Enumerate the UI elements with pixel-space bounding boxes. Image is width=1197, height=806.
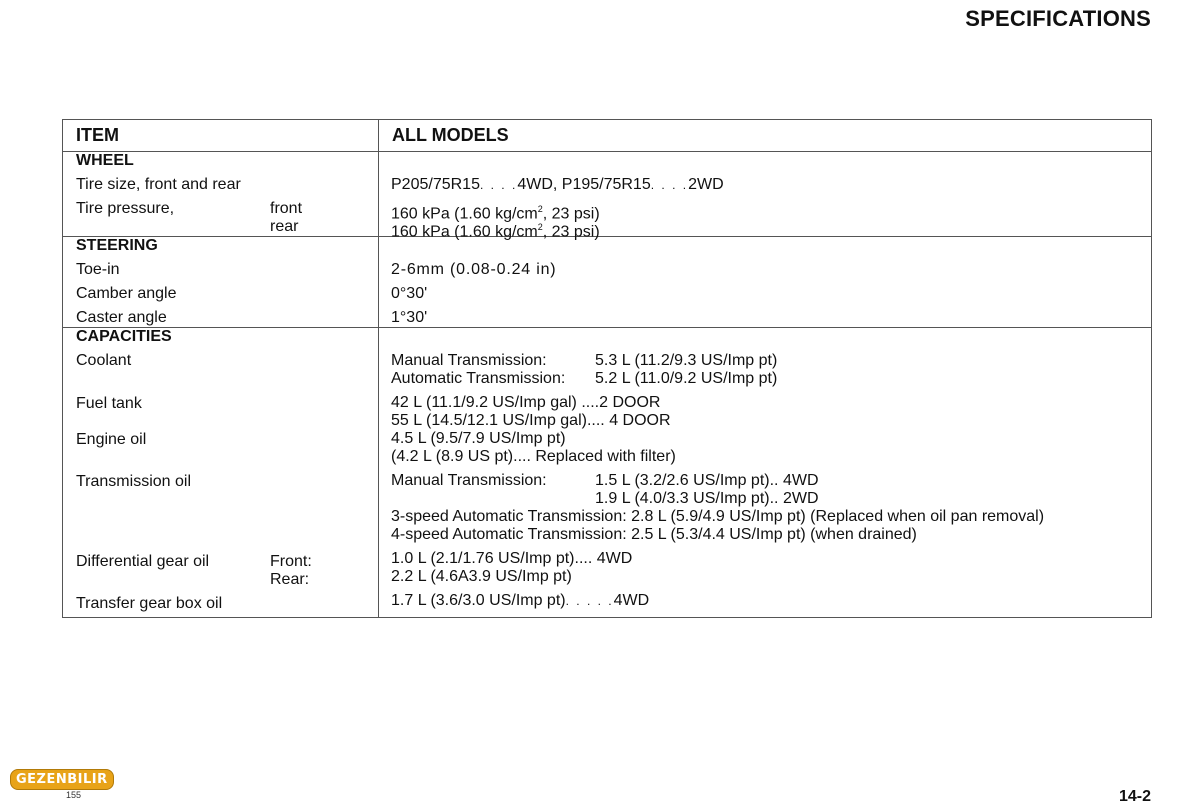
toe-in-value: 2-6mm (0.08-0.24 in) bbox=[391, 261, 557, 278]
coolant-auto bbox=[379, 370, 1151, 388]
steering-labels bbox=[63, 237, 379, 328]
tire-rear-value-pre: 160 kPa (1.60 kg/cm bbox=[391, 223, 538, 241]
tire-pressure-label: Tire pressure, bbox=[76, 200, 175, 217]
steering-values bbox=[379, 237, 1152, 328]
item-header: ITEM bbox=[63, 120, 379, 152]
trans-manual-2wd-row bbox=[379, 490, 1151, 508]
steering-section bbox=[63, 237, 1152, 328]
fuel-2door: 42 L (11.1/9.2 US/Imp gal) ....2 DOOR bbox=[391, 394, 661, 411]
toe-in-label: Toe-in bbox=[76, 261, 120, 278]
transfer-amount: 1.7 L (3.6/3.0 US/Imp pt) bbox=[391, 592, 566, 609]
engine-oil-2: (4.2 L (8.9 US pt).... Replaced with filter) bbox=[391, 448, 676, 465]
differential-row bbox=[63, 553, 378, 571]
coolant-auto-value: 5.2 L (11.0/9.2 US/Imp pt) bbox=[595, 370, 778, 387]
trans-manual-4wd: 1.5 L (3.2/2.6 US/Imp pt).. 4WD bbox=[595, 472, 819, 489]
tire-pressure-row bbox=[63, 200, 378, 218]
tire-size-label: Tire size, front and rear bbox=[76, 176, 241, 193]
engine-oil-label: Engine oil bbox=[76, 431, 147, 448]
coolant-manual-value: 5.3 L (11.2/9.3 US/Imp pt) bbox=[595, 352, 778, 369]
trans-4speed: 4-speed Automatic Transmission: 2.5 L (5.3/4.4 US/Imp pt) (when drained) bbox=[391, 526, 917, 543]
coolant-auto-label: Automatic Transmission: bbox=[391, 370, 566, 387]
caster-value: 1°30' bbox=[391, 309, 428, 326]
diff-front-value: 1.0 L (2.1/1.76 US/Imp pt).... 4WD bbox=[391, 550, 633, 567]
transfer-label: Transfer gear box oil bbox=[76, 595, 223, 612]
site-logo: GEZENBILIR bbox=[10, 769, 114, 790]
capacities-values bbox=[379, 328, 1152, 618]
caster-label: Caster angle bbox=[76, 309, 167, 326]
trans-3speed: 3-speed Automatic Transmission: 2.8 L (5.9/4.9 US/Imp pt) (Replaced when oil pan removal) bbox=[391, 508, 1045, 525]
transmission-oil-label: Transmission oil bbox=[76, 473, 191, 490]
steering-section-title: STEERING bbox=[76, 237, 158, 254]
tire-size-a-tag: 4WD, bbox=[517, 176, 562, 193]
tire-rear-sup: 2 bbox=[537, 222, 543, 232]
trans-manual bbox=[379, 472, 1151, 490]
specifications-table bbox=[62, 119, 1152, 618]
tire-size-b-tag: 2WD bbox=[688, 176, 724, 193]
diff-rear-row bbox=[63, 571, 378, 589]
camber-value: 0°30' bbox=[391, 285, 428, 302]
wheel-section-title: WHEEL bbox=[76, 152, 134, 169]
tire-size-b-dots: . . . . bbox=[650, 178, 689, 192]
transfer-value bbox=[379, 592, 1151, 610]
wheel-section bbox=[63, 152, 1152, 237]
tire-front-value bbox=[379, 200, 1151, 223]
all-models-header: ALL MODELS bbox=[379, 120, 1152, 152]
diff-rear-value: 2.2 L (4.6A3.9 US/Imp pt) bbox=[391, 568, 572, 585]
trans-manual-label: Manual Transmission: bbox=[391, 472, 547, 489]
fuel-tank-label: Fuel tank bbox=[76, 395, 142, 412]
tire-rear-value-post: , 23 psi) bbox=[542, 223, 600, 241]
transfer-dots: . . . . . bbox=[565, 594, 614, 608]
trans-manual-2wd: 1.9 L (4.0/3.3 US/Imp pt).. 2WD bbox=[595, 490, 819, 507]
coolant-manual bbox=[379, 352, 1151, 370]
tire-rear-row bbox=[63, 218, 378, 236]
capacities-section bbox=[63, 328, 1152, 618]
tire-rear-value bbox=[379, 218, 1151, 241]
transfer-tag: 4WD bbox=[613, 592, 650, 609]
engine-oil-1: 4.5 L (9.5/7.9 US/Imp pt) bbox=[391, 430, 566, 447]
tire-front-value-pre: 160 kPa (1.60 kg/cm bbox=[391, 205, 538, 223]
tire-size-a: P205/75R15 bbox=[391, 176, 480, 193]
page-title: SPECIFICATIONS bbox=[965, 6, 1151, 31]
tire-front-sup: 2 bbox=[537, 204, 543, 214]
diff-rear-label: Rear: bbox=[270, 571, 310, 588]
tire-size-a-dots: . . . . bbox=[479, 178, 518, 192]
capacities-section-title: CAPACITIES bbox=[76, 328, 172, 345]
wheel-values bbox=[379, 152, 1152, 241]
tire-size-value bbox=[379, 176, 1151, 194]
tire-size-b: P195/75R15 bbox=[561, 176, 651, 193]
coolant-label: Coolant bbox=[76, 352, 132, 369]
folio: 14-2 bbox=[1118, 788, 1151, 805]
page-number: 155 bbox=[66, 790, 82, 800]
wheel-labels bbox=[63, 152, 379, 237]
header-row bbox=[63, 120, 1152, 152]
capacities-labels bbox=[63, 328, 379, 618]
differential-label: Differential gear oil bbox=[76, 553, 210, 570]
camber-label: Camber angle bbox=[76, 285, 177, 302]
tire-rear-label: rear bbox=[270, 218, 299, 235]
tire-front-value-post: , 23 psi) bbox=[542, 205, 600, 223]
tire-front-label: front bbox=[270, 200, 303, 217]
diff-front-label: Front: bbox=[270, 553, 312, 570]
coolant-manual-label: Manual Transmission: bbox=[391, 352, 547, 369]
fuel-4door: 55 L (14.5/12.1 US/Imp gal).... 4 DOOR bbox=[391, 412, 671, 429]
